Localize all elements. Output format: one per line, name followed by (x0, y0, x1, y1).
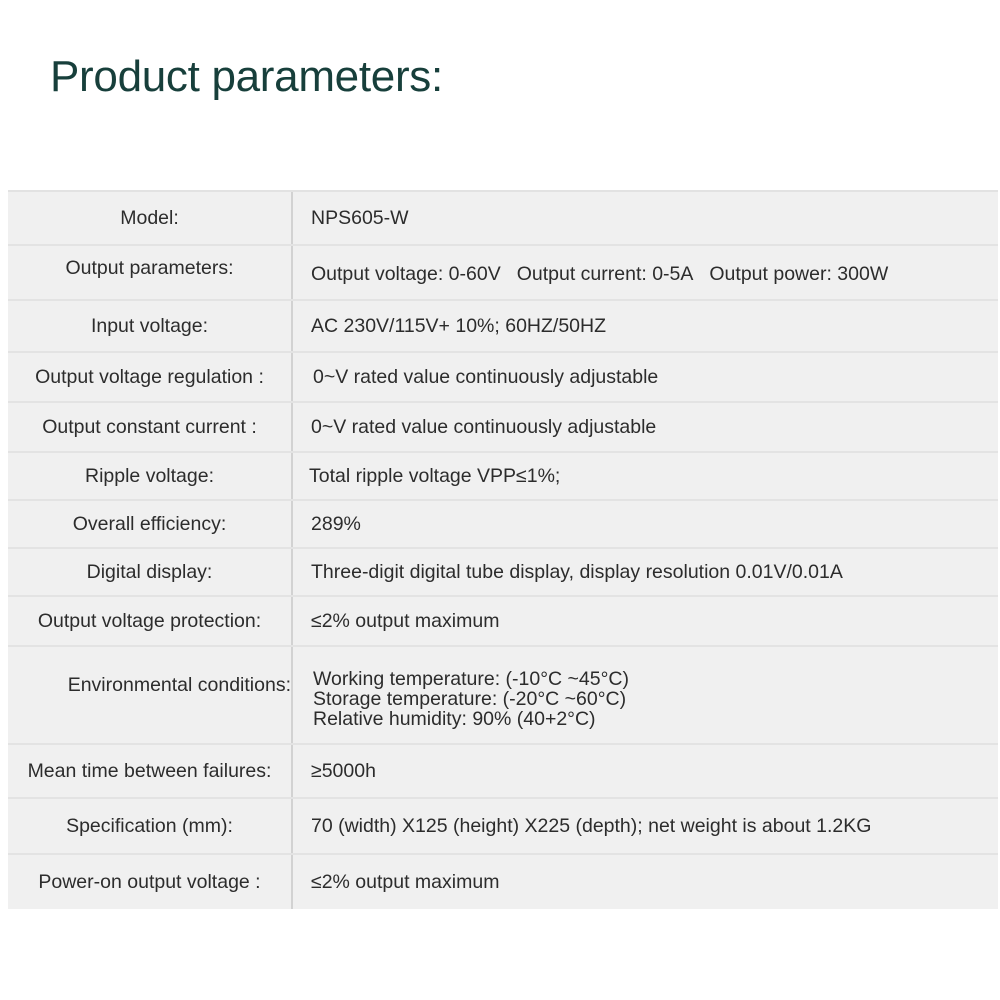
row-value: 0~V rated value continuously adjustable (311, 415, 657, 438)
row-label: Output constant current : (8, 403, 293, 451)
table-row-environmental-conditions (8, 647, 998, 745)
row-value: AC 230V/115V+ 10%; 60HZ/50HZ (311, 314, 607, 337)
table-row-output-voltage-protection (8, 597, 998, 647)
output-current-value: Output current: 0-5A (516, 263, 694, 285)
working-temperature-line: Working temperature: (-10°C ~45°C) (313, 668, 629, 690)
row-label: Digital display: (8, 549, 293, 595)
row-label: Model: (8, 192, 293, 244)
row-label: Ripple voltage: (8, 453, 293, 499)
row-value (293, 246, 998, 299)
table-row-output-voltage-regulation (8, 353, 998, 403)
page-title: Product parameters: (50, 52, 443, 101)
table-row-input-voltage (8, 301, 998, 353)
output-voltage-value: Output voltage: 0-60V (311, 263, 501, 285)
table-row-overall-efficiency (8, 501, 998, 549)
table-row-output-parameters (8, 246, 998, 301)
table-row-specification (8, 799, 998, 855)
output-power-value: Output power: 300W (709, 263, 889, 285)
row-value: ≤2% output maximum (311, 870, 500, 893)
parameters-table (8, 190, 998, 909)
row-value (293, 647, 998, 743)
row-value: 0~V rated value continuously adjustable (313, 365, 659, 388)
row-value: NPS605-W (311, 206, 409, 229)
row-label: Output voltage protection: (8, 597, 293, 645)
table-row-mtbf (8, 745, 998, 799)
row-value: Total ripple voltage VPP≤1%; (309, 464, 561, 487)
row-label: Power-on output voltage : (8, 855, 293, 909)
relative-humidity-line: Relative humidity: 90% (40+2°C) (313, 708, 596, 730)
row-value: ≤2% output maximum (311, 609, 500, 632)
row-label: Environmental conditions: (8, 647, 293, 743)
table-row-digital-display (8, 549, 998, 597)
row-value: 289% (311, 512, 361, 535)
table-row-model (8, 192, 998, 246)
row-value: Three-digit digital tube display, display resolution 0.01V/0.01A (311, 560, 843, 583)
table-row-power-on-output-voltage (8, 855, 998, 909)
row-value: 70 (width) X125 (height) X225 (depth); net weight is about 1.2KG (311, 814, 872, 837)
row-label: Output voltage regulation : (8, 353, 293, 401)
row-label: Mean time between failures: (8, 745, 293, 797)
row-value: ≥5000h (311, 759, 376, 782)
table-row-ripple-voltage (8, 453, 998, 501)
row-label: Specification (mm): (8, 799, 293, 853)
row-label: Input voltage: (8, 301, 293, 351)
row-label: Overall efficiency: (8, 501, 293, 547)
table-row-output-constant-current (8, 403, 998, 453)
row-label: Output parameters: (8, 246, 293, 299)
storage-temperature-line: Storage temperature: (-20°C ~60°C) (313, 688, 627, 710)
